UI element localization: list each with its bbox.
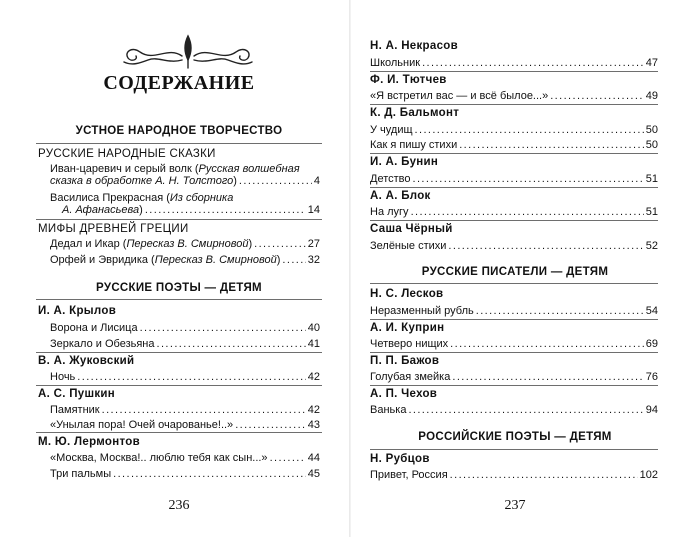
toc-entry: Как я пишу стихи ..... 50 [370,139,658,151]
group-heading: МИФЫ ДРЕВНЕЙ ГРЕЦИИ [38,223,189,235]
toc-entry: Орфей и Эвридика (Пересказ В. Смирновой) ..... 32 [50,254,320,266]
page-number: 42 [307,404,320,416]
page-number: 76 [645,371,658,383]
page-title: СОДЕРЖАНИЕ [103,72,255,94]
author-name: А. С. Пушкин [38,388,116,400]
author-name: И. А. Бунин [370,156,439,168]
divider [370,385,658,386]
page-number: 43 [307,419,320,431]
book-spine [349,0,351,537]
author-name: Ф. И. Тютчев [370,74,447,86]
divider [370,71,658,72]
author-name: И. А. Крылов [38,305,117,317]
page-number: 102 [639,469,658,481]
author-name: Н. С. Лесков [370,288,444,300]
page-number: 49 [645,90,658,102]
toc-entry: Памятник ..... 42 [50,404,320,416]
author-name: А. П. Чехов [370,388,438,400]
page-number: 4 [313,175,320,187]
group-heading: РУССКИЕ НАРОДНЫЕ СКАЗКИ [38,148,216,160]
toc-entry: Дедал и Икар (Пересказ В. Смирновой) ..... 27 [50,238,320,250]
toc-entry: На лугу ..... 51 [370,206,658,218]
divider [36,143,322,144]
toc-entry: Четверо нищих ..... 69 [370,338,658,350]
divider [36,385,322,386]
divider [370,220,658,221]
page-number: 14 [307,204,320,216]
section-heading: УСТНОЕ НАРОДНОЕ ТВОРЧЕСТВО [75,125,283,137]
author-name: А. И. Куприн [370,322,445,334]
author-name: Н. Рубцов [370,453,430,465]
divider [370,319,658,320]
toc-entry: Три пальмы ..... 45 [50,468,320,480]
page-number: 40 [307,322,320,334]
page-number: 42 [307,371,320,383]
author-name: Н. А. Некрасов [370,40,458,52]
divider [370,449,658,450]
divider [36,432,322,433]
page-number: 27 [307,238,320,250]
author-name: П. П. Бажов [370,355,440,367]
page-number: 50 [645,139,658,151]
toc-entry: Голубая змейка ..... 76 [370,371,658,383]
toc-entry: «Москва, Москва!.. люблю тебя как сын...» ..... 44 [50,452,320,464]
toc-entry: Зеркало и Обезьяна ..... 41 [50,338,320,350]
section-heading: РОССИЙСКИЕ ПОЭТЫ — ДЕТЯМ [418,431,612,443]
divider [36,352,322,353]
page-folio: 236 [168,498,190,513]
toc-entry: Василиса Прекрасная ( Из сборника А. Афанасьева) ..... 14 [50,192,320,216]
divider [370,104,658,105]
toc-entry: Неразменный рубль ..... 54 [370,305,658,317]
author-name: А. А. Блок [370,190,431,202]
page-number: 94 [645,404,658,416]
page-number: 54 [645,305,658,317]
toc-entry: «Унылая пора! Очей очарованье!..» ..... 43 [50,419,320,431]
page-folio: 237 [504,498,526,513]
toc-entry: Зелёные стихи ..... 52 [370,240,658,252]
page-number: 47 [645,57,658,69]
page-number: 51 [645,173,658,185]
divider [370,283,658,284]
author-name: В. А. Жуковский [38,355,135,367]
toc-entry: «Я встретил вас — и всё былое...» ..... 49 [370,90,658,102]
author-name: М. Ю. Лермонтов [38,436,140,448]
toc-entry: Привет, Россия ..... 102 [370,469,658,481]
page-number: 41 [307,338,320,350]
toc-entry: Ворона и Лисица ..... 40 [50,322,320,334]
toc-entry: Детство ..... 51 [370,173,658,185]
toc-entry: Ночь ..... 42 [50,371,320,383]
section-heading: РУССКИЕ ПОЭТЫ — ДЕТЯМ [96,282,262,294]
decorative-ornament-icon [118,32,258,72]
page-number: 44 [307,452,320,464]
author-name: Саша Чёрный [370,223,453,235]
page-number: 51 [645,206,658,218]
page-number: 52 [645,240,658,252]
toc-entry: Школьник ..... 47 [370,57,658,69]
author-name: К. Д. Бальмонт [370,107,460,119]
toc-entry: Иван-царевич и серый волк ( Русская волшебная сказка в обработке А. Н. Толстого) ..... 4 [50,163,320,187]
right-page [370,0,660,537]
page-number: 69 [645,338,658,350]
page-number: 45 [307,468,320,480]
toc-entry: У чудищ ..... 50 [370,124,658,136]
divider [370,153,658,154]
section-heading: РУССКИЕ ПИСАТЕЛИ — ДЕТЯМ [421,266,609,278]
divider [370,187,658,188]
left-page [34,0,324,537]
page-number: 32 [307,254,320,266]
divider [370,352,658,353]
divider [36,219,322,220]
page-number: 50 [645,124,658,136]
toc-entry: Ванька ..... 94 [370,404,658,416]
divider [36,299,322,300]
